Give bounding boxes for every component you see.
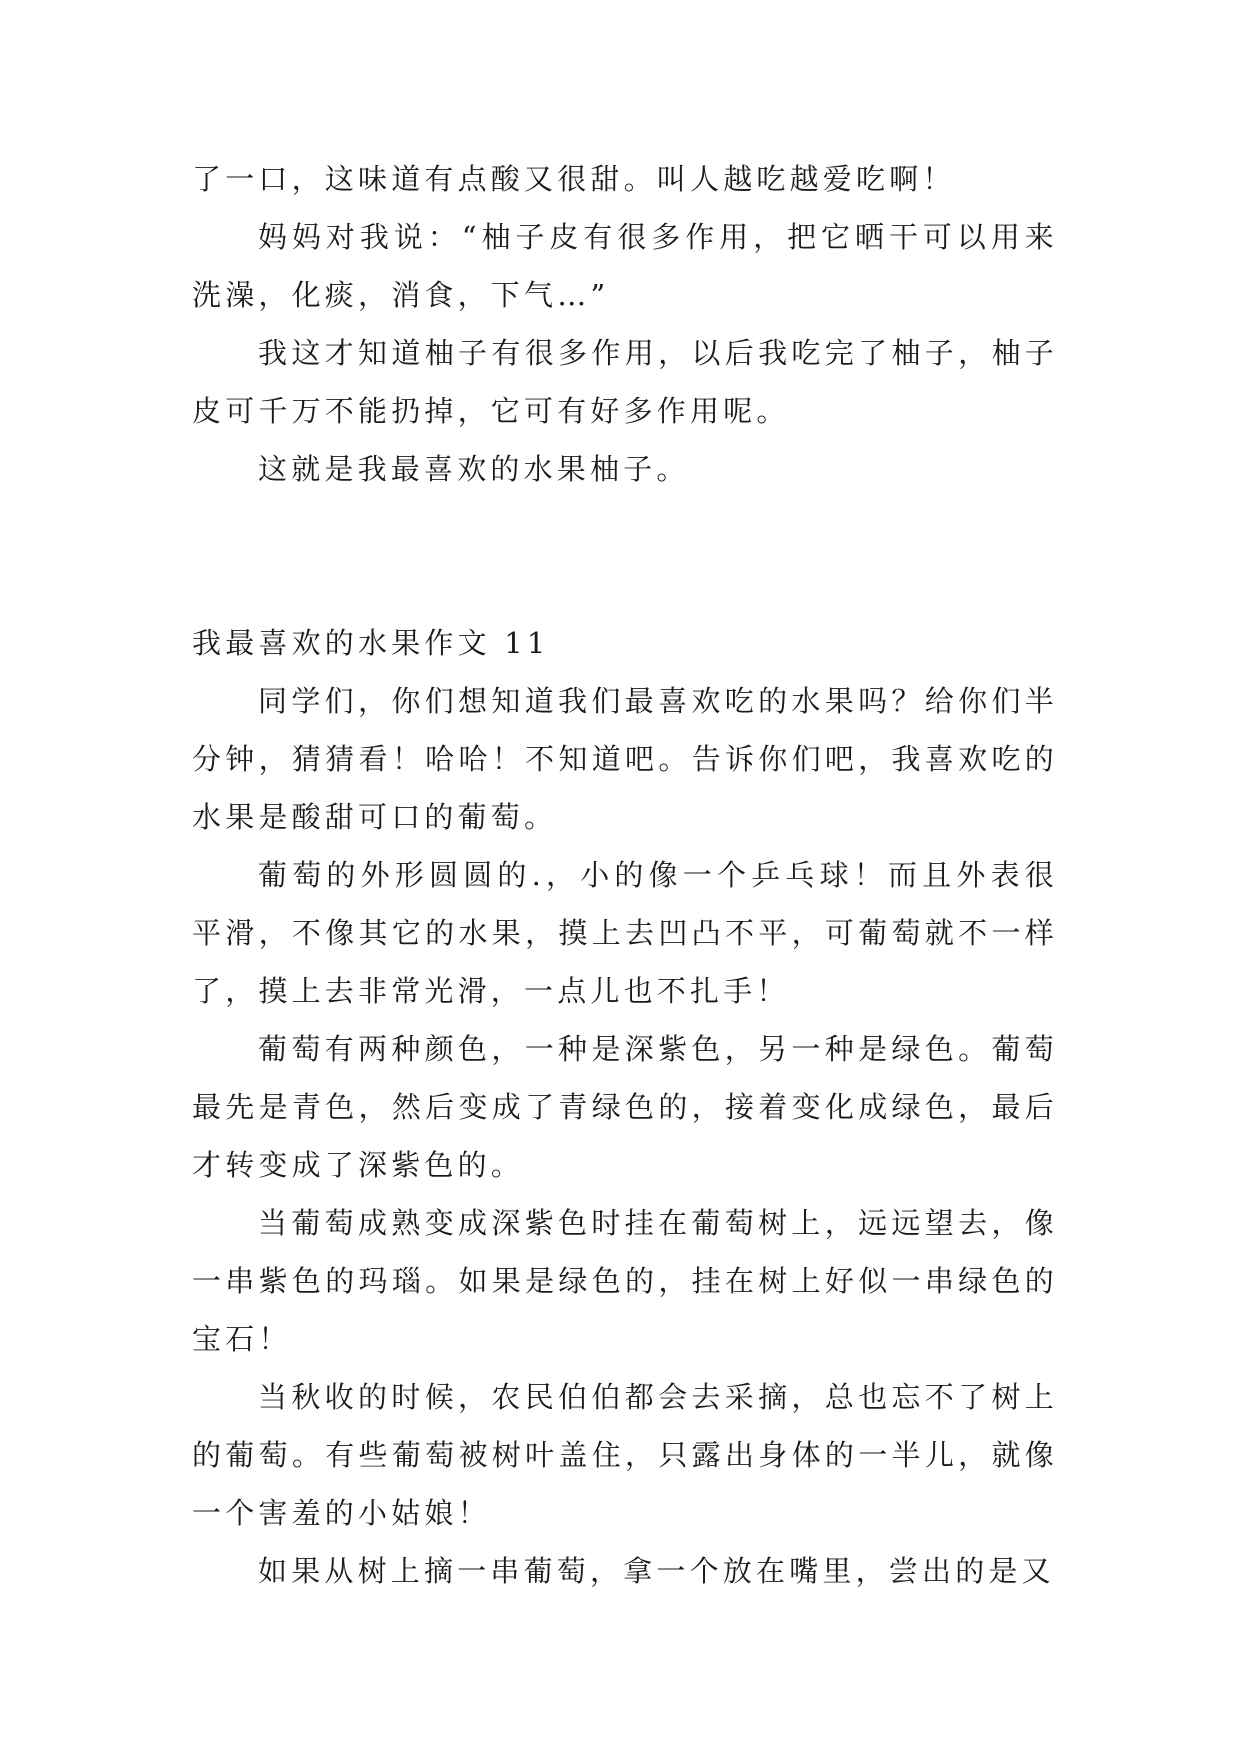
paragraph: 同学们，你们想知道我们最喜欢吃的水果吗？给你们半分钟，猜猜看！哈哈！不知道吧。告诉你们吧，我喜欢吃的水果是酸甜可口的葡萄。 [192, 684, 1058, 834]
paragraph: 当秋收的时候，农民伯伯都会去采摘，总也忘不了树上的葡萄。有些葡萄被树叶盖住，只露出身体的一半儿，就像一个害羞的小姑娘！ [192, 1380, 1058, 1530]
paragraph: 葡萄有两种颜色，一种是深紫色，另一种是绿色。葡萄最先是青色，然后变成了青绿色的，接着变化成绿色，最后才转变成了深紫色的。 [192, 1032, 1058, 1182]
continued-paragraph: 了一口，这味道有点酸又很甜。叫人越吃越爱吃啊！ [192, 162, 956, 196]
paragraph: 如果从树上摘一串葡萄，拿一个放在嘴里，尝出的是又 [258, 1554, 1055, 1588]
section-spacer [192, 498, 1058, 614]
document-page [192, 150, 1058, 1600]
paragraph: 我这才知道柚子有很多作用，以后我吃完了柚子，柚子皮可千万不能扔掉，它可有好多作用呢。 [192, 336, 1058, 428]
paragraph: 葡萄的外形圆圆的.，小的像一个乒乓球！而且外表很平滑，不像其它的水果，摸上去凹凸不平，可葡萄就不一样了，摸上去非常光滑，一点儿也不扎手！ [192, 858, 1058, 1008]
paragraph: 当葡萄成熟变成深紫色时挂在葡萄树上，远远望去，像一串紫色的玛瑙。如果是绿色的，挂在树上好似一串绿色的宝石！ [192, 1206, 1058, 1356]
paragraph: 这就是我最喜欢的水果柚子。 [258, 452, 690, 486]
section-title: 我最喜欢的水果作文 11 [192, 626, 550, 660]
paragraph: 妈妈对我说：“柚子皮有很多作用，把它晒干可以用来洗澡，化痰，消食，下气…” [192, 220, 1058, 312]
